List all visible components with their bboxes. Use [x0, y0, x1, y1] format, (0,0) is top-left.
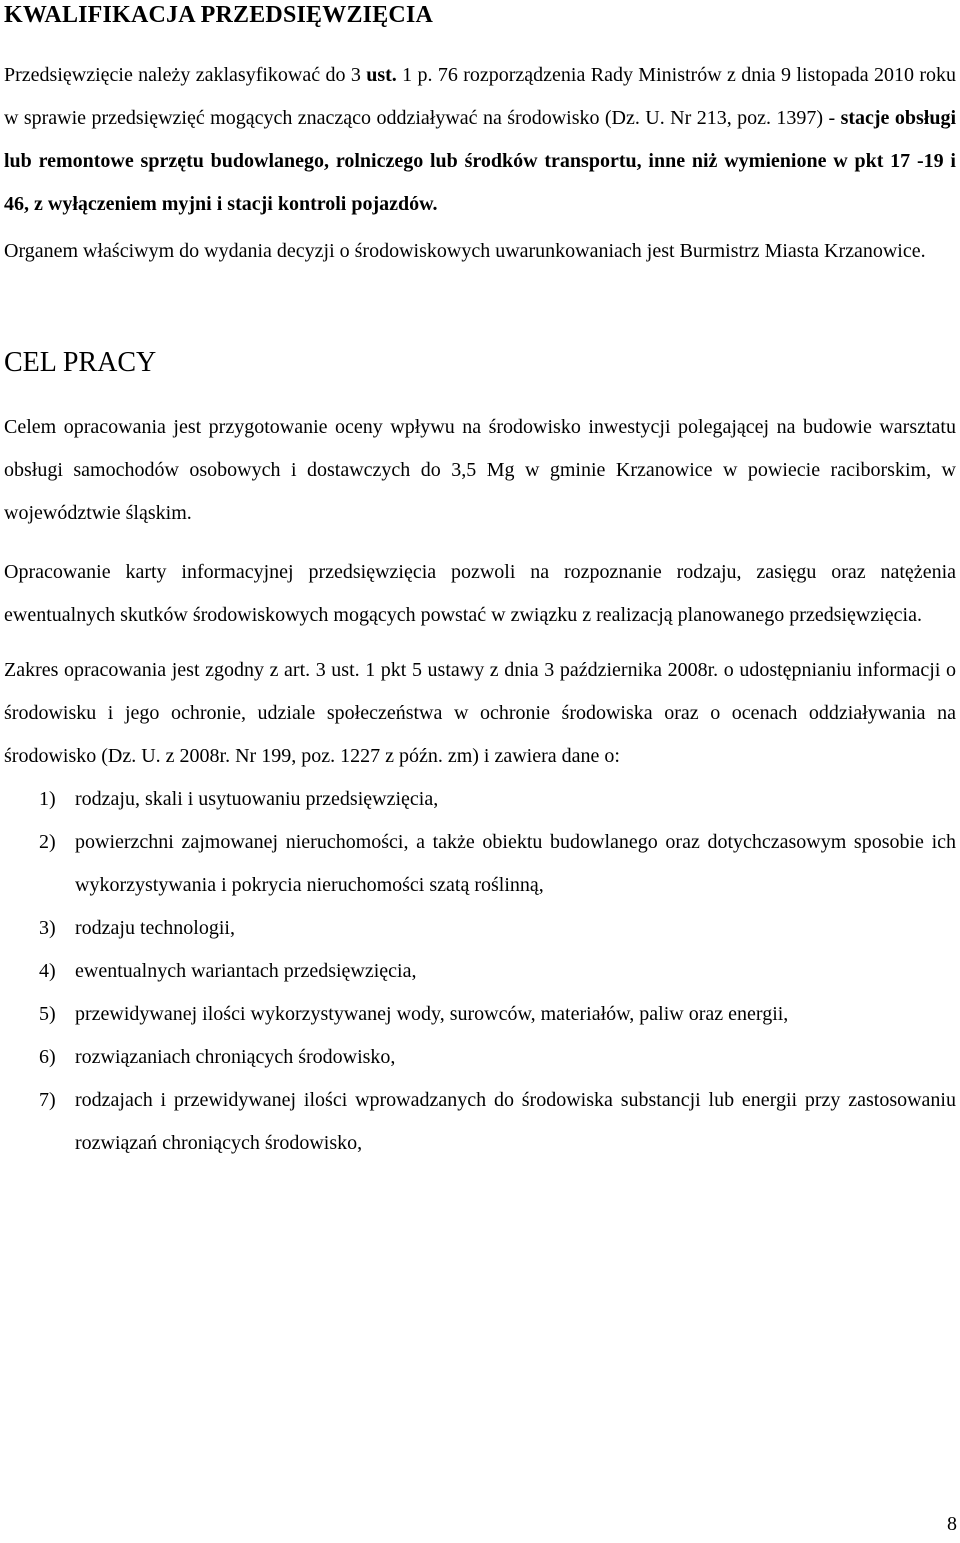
qualification-regulation-text: 1 p. 76 rozporządzenia Rady Ministrów z dnia 9 listopada 2010 roku w sprawie przedsięwzięć mogących znacząco oddziaływać na środowisko (Dz. U. Nr 213, poz. 1397) -: [4, 64, 956, 129]
scope-list-item: [4, 907, 956, 950]
scope-item-text: rodzaju technologii,: [75, 917, 235, 939]
scope-item-number: 2): [39, 831, 56, 853]
page-number: 8: [947, 1513, 957, 1535]
qualification-intro-text: Przedsięwzięcie należy zaklasyfikować do 3: [4, 64, 367, 86]
scope-list-item: [4, 1036, 956, 1079]
scope-item-text: rozwiązaniach chroniących środowisko,: [75, 1046, 396, 1068]
qualification-heading: KWALIFIKACJA PRZEDSIĘWZIĘCIA: [4, 2, 434, 28]
scope-item-number: 4): [39, 960, 56, 982]
scope-list: [4, 778, 956, 1165]
info-card-paragraph: Opracowanie karty informacyjnej przedsięwzięcia pozwoli na rozpoznanie rodzaju, zasięgu oraz natężenia ewentualnych skutków środowiskowych mogących powstać w związku z realizacją planowanego przedsięwzięcia.: [4, 561, 956, 626]
scope-list-item: [4, 950, 956, 993]
scope-item-number: 7): [39, 1089, 56, 1111]
scope-list-item: [4, 1079, 956, 1165]
scope-list-item: [4, 821, 956, 907]
purpose-paragraph: Celem opracowania jest przygotowanie oceny wpływu na środowisko inwestycji polegającej na budowie warsztatu obsługi samochodów osobowych i dostawczych do 3,5 Mg w gminie Krzanowice w powiecie raciborskim, w województwie śląskim.: [4, 416, 956, 524]
scope-item-text: rodzajach i przewidywanej ilości wprowadzanych do środowiska substancji lub energii przy zastosowaniu rozwiązań chroniących środowisko,: [75, 1089, 956, 1154]
scope-item-text: powierzchni zajmowanej nieruchomości, a także obiektu budowlanego oraz dotychczasowym sposobie ich wykorzystywania i pokrycia nieruchomości szatą roślinną,: [75, 831, 956, 896]
scope-item-number: 5): [39, 1003, 56, 1025]
scope-item-number: 3): [39, 917, 56, 939]
authority-paragraph: Organem właściwym do wydania decyzji o środowiskowych uwarunkowaniach jest Burmistrz Miasta Krzanowice.: [4, 240, 926, 262]
scope-list-item: [4, 993, 956, 1036]
scope-item-text: ewentualnych wariantach przedsięwzięcia,: [75, 960, 417, 982]
scope-item-number: 1): [39, 788, 56, 810]
qualification-ust-text: ust.: [366, 64, 397, 86]
page-content: [4, 0, 956, 1165]
purpose-heading: CEL PRACY: [4, 347, 157, 378]
qualification-paragraph: [4, 54, 956, 226]
qualification-category-text: stacje obsługi lub remontowe sprzętu budowlanego, rolniczego lub środków transportu, inne niż wymienione w pkt 17 -19 i 46, z wyłączeniem myjni i stacji kontroli pojazdów.: [4, 107, 956, 215]
scope-paragraph: Zakres opracowania jest zgodny z art. 3 ust. 1 pkt 5 ustawy z dnia 3 października 2008r. o udostępnianiu informacji o środowisku i jego ochronie, udziale społeczeństwa w ochronie środowiska oraz o ocenach oddziaływania na środowisko (Dz. U. z 2008r. Nr 199, poz. 1227 z późn. zm) i zawiera dane o:: [4, 659, 956, 767]
scope-item-text: przewidywanej ilości wykorzystywanej wody, surowców, materiałów, paliw oraz energii,: [75, 1003, 789, 1025]
scope-item-text: rodzaju, skali i usytuowaniu przedsięwzięcia,: [75, 788, 439, 810]
scope-list-item: [4, 778, 956, 821]
scope-item-number: 6): [39, 1046, 56, 1068]
